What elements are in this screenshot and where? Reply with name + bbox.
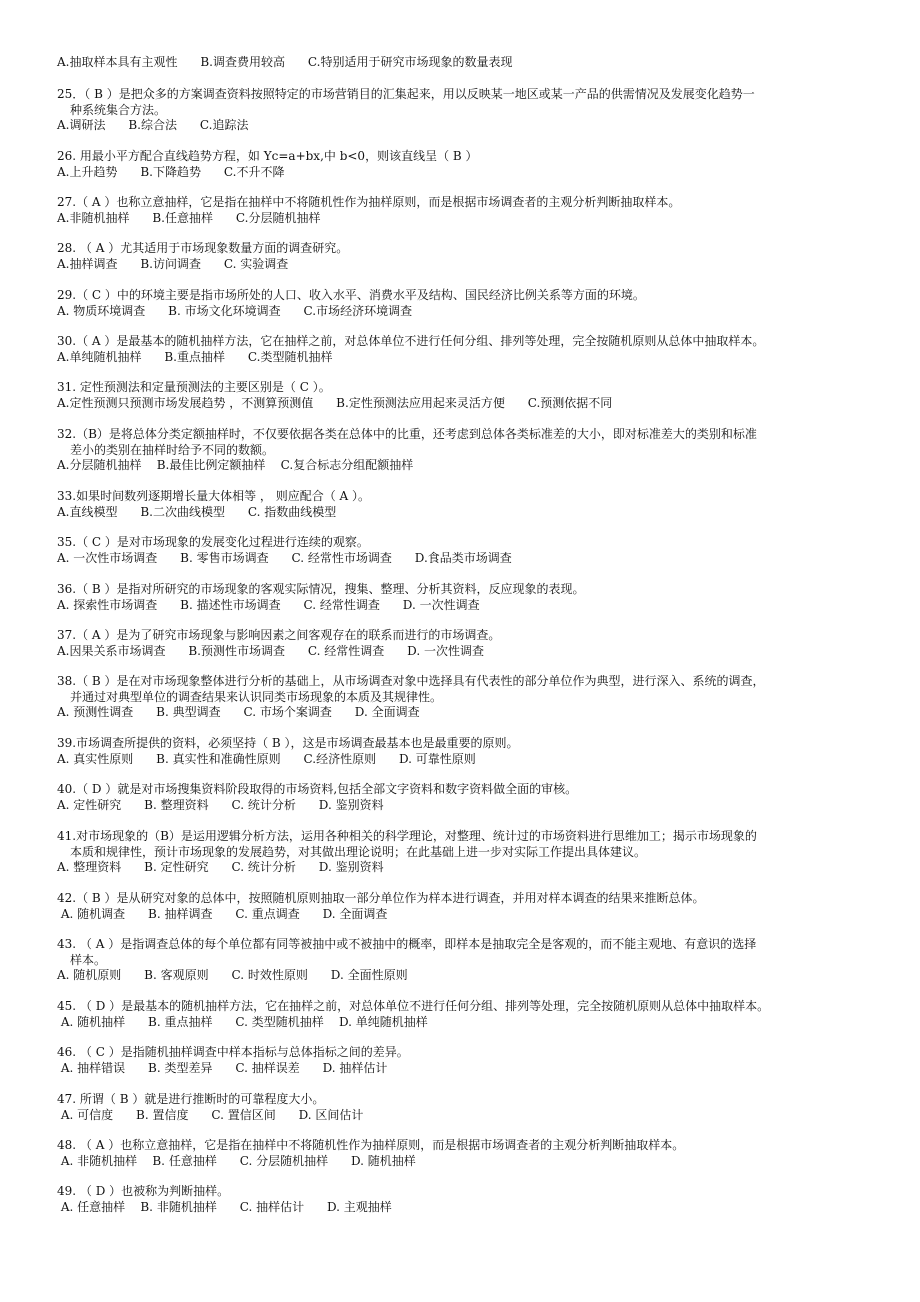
- question-stem-line: 26. 用最小平方配合直线趋势方程，如 Yc=a+bx,中 b<0，则该直线呈（ B ）: [57, 149, 478, 163]
- question-options: A.非随机抽样 B.任意抽样 C.分层随机抽样: [57, 210, 321, 225]
- question-options: A. 随机抽样 B. 重点抽样 C. 类型随机抽样 D. 单纯随机抽样: [57, 1014, 428, 1029]
- question-stem-line: 32.（B）是将总体分类定额抽样时，不仅要依据各类在总体中的比重，还考虑到总体各类标准差的大小，即对标准差大的类别和标准: [57, 427, 757, 441]
- question-q24: [57, 55, 873, 71]
- question-q29: [57, 288, 873, 319]
- question-stem-line: 48. （ A ）也称立意抽样，它是指在抽样中不将随机性作为抽样原则，而是根据市场调查者的主观分析判断抽取样本。: [57, 1138, 685, 1152]
- question-options: A. 可信度 B. 置信度 C. 置信区间 D. 区间估计: [57, 1107, 364, 1122]
- question-options: A.调研法 B.综合法 C.追踪法: [57, 118, 249, 132]
- question-stem-line: 28. （ A ）尤其适用于市场现象数量方面的调查研究。: [57, 241, 349, 255]
- question-q27: [57, 195, 873, 226]
- question-q30: [57, 334, 873, 365]
- question-q26: [57, 149, 873, 180]
- question-stem-line: 43. （ A ）是指调查总体的每个单位都有同等被抽中或不被抽中的概率，即样本是抽取完全是客观的，而不能主观地、有意识的选择: [57, 937, 757, 951]
- question-q41: [57, 829, 873, 876]
- question-stem-line: 种系统集合方法。: [70, 102, 167, 117]
- question-q28: [57, 241, 873, 272]
- question-q40: [57, 782, 873, 813]
- question-q43: [57, 937, 873, 984]
- question-options: A.分层随机抽样 B.最佳比例定额抽样 C.复合标志分组配额抽样: [57, 458, 414, 472]
- question-stem-line: 33.如果时间数列逐期增长量大体相等 ， 则应配合（ A ）。: [57, 489, 371, 503]
- question-q39: [57, 736, 873, 767]
- question-q49: [57, 1184, 873, 1215]
- question-stem-line: 27.（ A ）也称立意抽样，它是指在抽样中不将随机性作为抽样原则，而是根据市场调查者的主观分析判断抽取样本。: [57, 195, 681, 209]
- question-options: A. 定性研究 B. 整理资料 C. 统计分析 D. 鉴别资料: [57, 797, 384, 812]
- question-stem-line: 41.对市场现象的（B）是运用逻辑分析方法，运用各种相关的科学理论，对整理、统计过的市场资料进行思维加工；揭示市场现象的: [57, 829, 757, 843]
- question-options: A. 预测性调查 B. 典型调查 C. 市场个案调查 D. 全面调查: [57, 705, 420, 719]
- question-q33: [57, 489, 873, 520]
- question-options: A. 随机原则 B. 客观原则 C. 时效性原则 D. 全面性原则: [57, 968, 408, 982]
- question-options: A.因果关系市场调查 B.预测性市场调查 C. 经常性调查 D. 一次性调查: [57, 643, 484, 658]
- question-stem-line: 本质和规律性，预计市场现象的发展趋势，对其做出理论说明；在此基础上进一步对实际工作提出具体建议。: [70, 844, 647, 859]
- question-options: A.单纯随机抽样 B.重点抽样 C.类型随机抽样: [57, 349, 333, 364]
- question-stem-line: 42.（ B ）是从研究对象的总体中，按照随机原则抽取一部分单位作为样本进行调查，并用对样本调查的结果来推断总体。: [57, 891, 705, 905]
- question-q25: [57, 87, 873, 134]
- question-stem-line: 36.（ B ）是指对所研究的市场现象的客观实际情况，搜集、整理、分析其资料，反应现象的表现。: [57, 582, 585, 596]
- question-q46: [57, 1045, 873, 1076]
- question-stem-line: 并通过对典型单位的调查结果来认识同类市场现象的本质及其规律性。: [70, 689, 443, 704]
- question-q47: [57, 1092, 873, 1123]
- question-options: A. 抽样错误 B. 类型差异 C. 抽样误差 D. 抽样估计: [57, 1060, 388, 1075]
- question-stem-line: 49. （ D ）也被称为判断抽样。: [57, 1184, 230, 1198]
- question-stem-line: 样本。: [70, 952, 107, 967]
- question-q36: [57, 582, 873, 613]
- question-stem-line: 38.（ B ）是在对市场现象整体进行分析的基础上，从市场调查对象中选择具有代表性的部分单位作为典型，进行深入、系统的调查，: [57, 674, 765, 688]
- question-q45: [57, 999, 873, 1030]
- question-q32: [57, 427, 873, 474]
- question-options: A.直线模型 B.二次曲线模型 C. 指数曲线模型: [57, 504, 337, 519]
- question-q37: [57, 628, 873, 659]
- question-stem-line: 37.（ A ）是为了研究市场现象与影响因素之间客观存在的联系而进行的市场调查。: [57, 628, 501, 642]
- question-options: A. 真实性原则 B. 真实性和准确性原则 C.经济性原则 D. 可靠性原则: [57, 751, 476, 766]
- question-options: A.抽取样本具有主观性 B.调查费用较高 C.特别适用于研究市场现象的数量表现: [57, 55, 513, 69]
- question-options: A. 一次性市场调查 B. 零售市场调查 C. 经常性市场调查 D.食品类市场调查: [57, 550, 512, 565]
- question-options: A.抽样调查 B.访问调查 C. 实验调查: [57, 256, 289, 271]
- question-options: A.上升趋势 B.下降趋势 C.不升不降: [57, 164, 285, 179]
- question-options: A.定性预测只预测市场发展趋势 ，不测算预测值 B.定性预测法应用起来灵活方便 C.预测依据不同: [57, 395, 613, 410]
- question-options: A. 整理资料 B. 定性研究 C. 统计分析 D. 鉴别资料: [57, 860, 384, 874]
- question-stem-line: 46. （ C ）是指随机抽样调查中样本指标与总体指标之间的差异。: [57, 1045, 409, 1059]
- question-q38: [57, 674, 873, 721]
- question-q31: [57, 380, 873, 411]
- question-stem-line: 45. （ D ）是最基本的随机抽样方法，它在抽样之前，对总体单位不进行任何分组、排列等处理，完全按随机原则从总体中抽取样本。: [57, 999, 770, 1013]
- question-stem-line: 29.（ C ）中的环境主要是指市场所处的人口、收入水平、消费水平及结构、国民经济比例关系等方面的环境。: [57, 288, 645, 302]
- question-stem-line: 39.市场调查所提供的资料，必须坚持（ B ），这是市场调查最基本也是最重要的原则。: [57, 736, 519, 750]
- question-stem-line: 40.（ D ）就是对市场搜集资料阶段取得的市场资料,包括全部文字资料和数字资料做全面的审核。: [57, 782, 578, 796]
- question-stem-line: 25．（ B ）是把众多的方案调查资料按照特定的市场营销目的汇集起来，用以反映某一地区或某一产品的供需情况及发展变化趋势一: [57, 87, 755, 101]
- question-options: A. 物质环境调查 B. 市场文化环境调查 C.市场经济环境调查: [57, 303, 413, 318]
- question-q35: [57, 535, 873, 566]
- question-stem-line: 差小的类别在抽样时给予不同的数额。: [70, 442, 275, 457]
- question-stem-line: 35.（ C ）是对市场现象的发展变化过程进行连续的观察。: [57, 535, 369, 549]
- question-q48: [57, 1138, 873, 1169]
- question-stem-line: 30.（ A ）是最基本的随机抽样方法，它在抽样之前，对总体单位不进行任何分组、排列等处理，完全按随机原则从总体中抽取样本。: [57, 334, 765, 348]
- question-options: A. 任意抽样 B. 非随机抽样 C. 抽样估计 D. 主观抽样: [57, 1199, 392, 1214]
- question-options: A. 探索性市场调查 B. 描述性市场调查 C. 经常性调查 D. 一次性调查: [57, 597, 480, 612]
- question-stem-line: 47. 所谓（ B ）就是进行推断时的可靠程度大小。: [57, 1092, 325, 1106]
- question-q42: [57, 891, 873, 922]
- question-options: A. 随机调查 B. 抽样调查 C. 重点调查 D. 全面调查: [57, 906, 388, 921]
- question-options: A. 非随机抽样 B. 任意抽样 C. 分层随机抽样 D. 随机抽样: [57, 1153, 416, 1168]
- question-stem-line: 31. 定性预测法和定量预测法的主要区别是（ C ）。: [57, 380, 331, 394]
